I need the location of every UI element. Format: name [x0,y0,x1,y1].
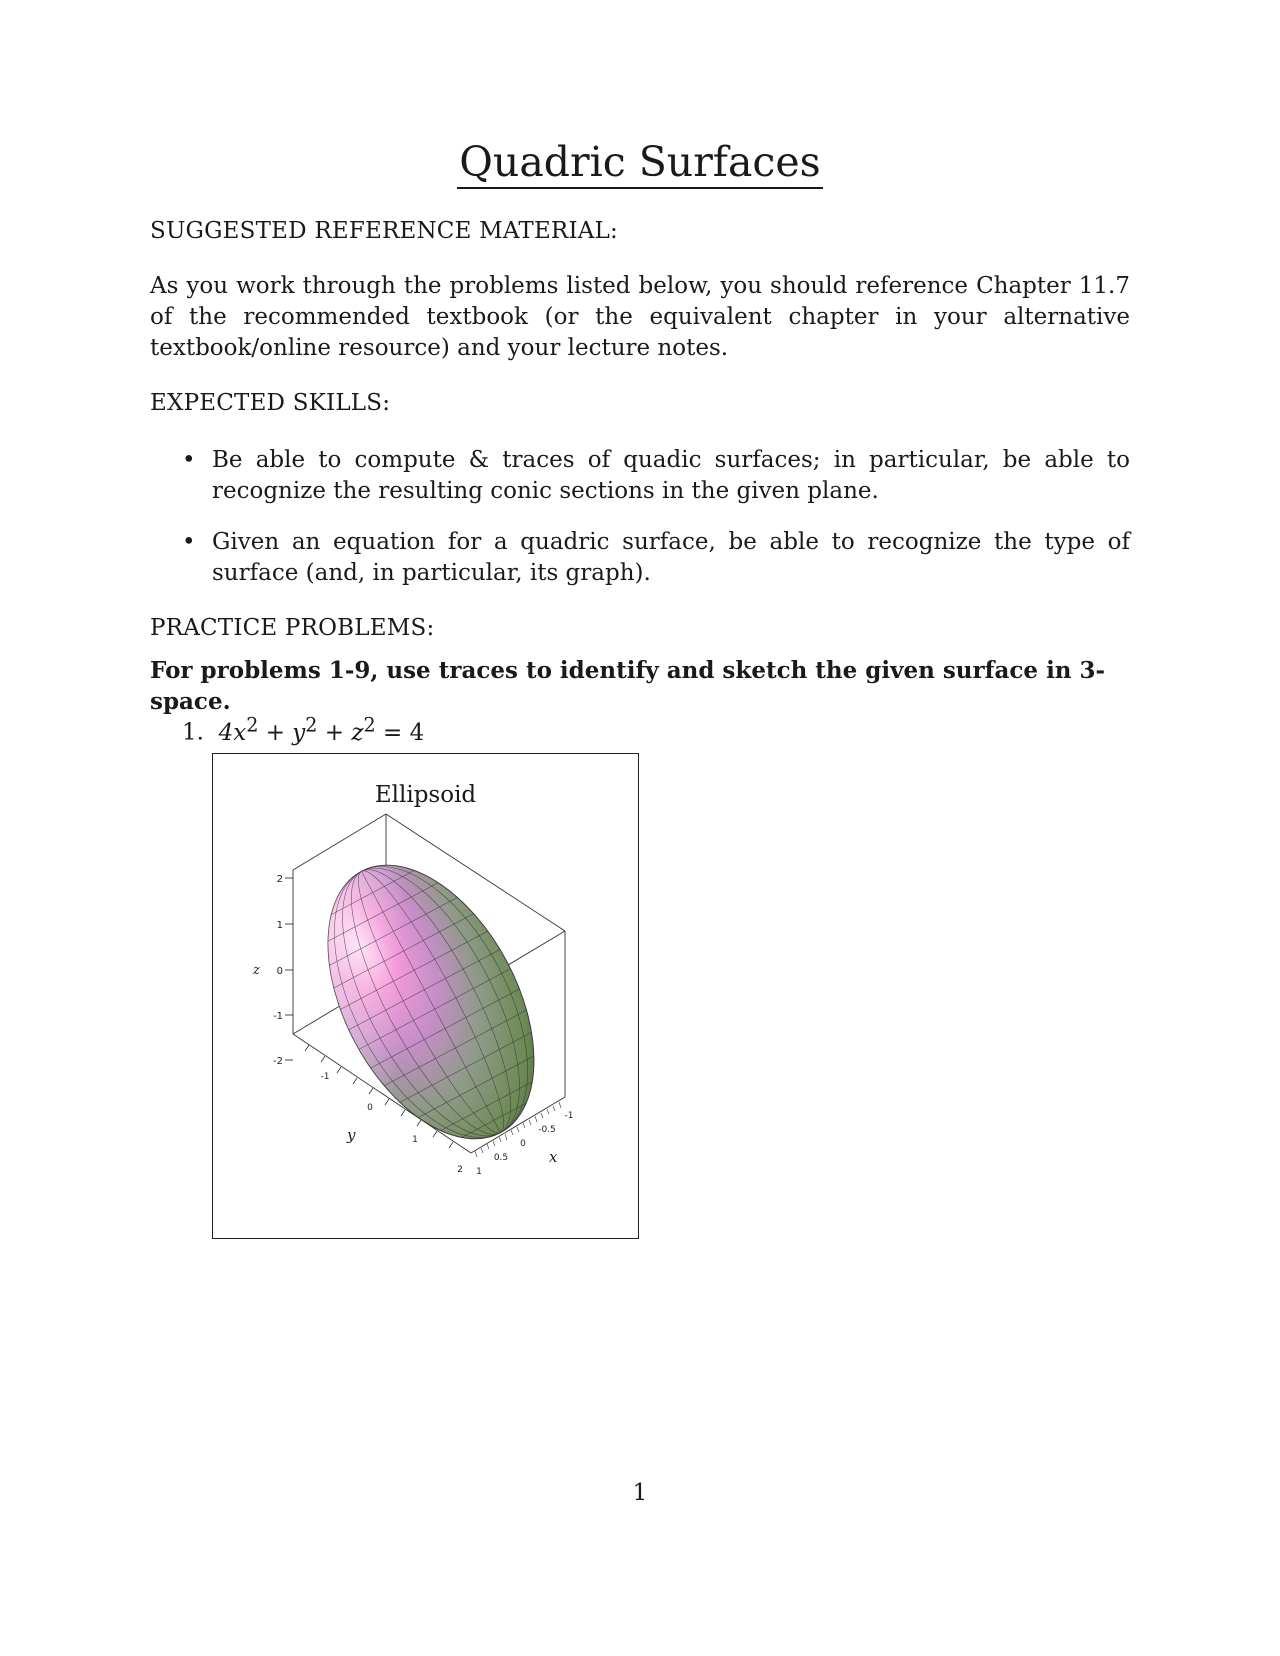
x-tick-label: 1 [476,1167,482,1177]
practice-instruction: For problems 1-9, use traces to identify and sketch the given surface in 3-space. [150,657,1106,715]
z-tick-label: 2 [276,874,283,885]
figure-title: Ellipsoid [374,782,477,808]
z-tick-label: -1 [273,1011,283,1022]
problem-equation: $4x^2 + y^2 + z^2 = 4$ [218,713,425,746]
skill-item: • Be able to compute & traces of quadic surfaces; in particular, be able to recognize the resulting conic sections in the given plane. [182,447,1130,504]
z-tick-label: 1 [276,920,283,931]
problem-number: 1. [182,719,204,746]
x-tick-label: 0 [520,1139,526,1149]
x-tick-label: 0.5 [493,1153,509,1163]
bullet-icon: • [182,529,196,555]
y-tick-label: 0 [367,1103,373,1113]
reference-paragraph: As you work through the problems listed below, you should reference Chapter 11.7 of the recommended textbook (or the equivalent chapter in your alternative textbook/online resource) and your lecture notes. [150,273,1130,361]
page-number: 1 [632,1480,648,1506]
x-tick-label: -0.5 [538,1125,556,1135]
x-axis-label: x [549,1148,558,1166]
z-axis-label: z [253,963,260,978]
y-tick-label: 1 [412,1135,418,1145]
ellipsoid-plot [213,754,638,1238]
skills-list [150,445,1130,589]
problem-1 [182,713,424,746]
skill-item: • Given an equation for a quadric surface, be able to recognize the type of surface (and, in particular, its graph). [182,529,1130,586]
practice-heading: PRACTICE PROBLEMS: [150,615,435,641]
x-tick-label: -1 [564,1111,574,1121]
bullet-icon: • [182,447,196,473]
ellipsoid-figure [212,753,639,1239]
z-tick-label: -2 [273,1056,283,1067]
z-tick-label: 0 [276,966,283,977]
z-axis-ticks [285,878,293,1060]
y-tick-label: 2 [457,1165,463,1175]
y-tick-label: -1 [320,1072,330,1082]
page-title: Quadric Surfaces [0,138,1280,186]
skills-heading: EXPECTED SKILLS: [150,390,391,416]
y-axis-label: y [347,1126,356,1144]
reference-heading: SUGGESTED REFERENCE MATERIAL: [150,218,618,244]
